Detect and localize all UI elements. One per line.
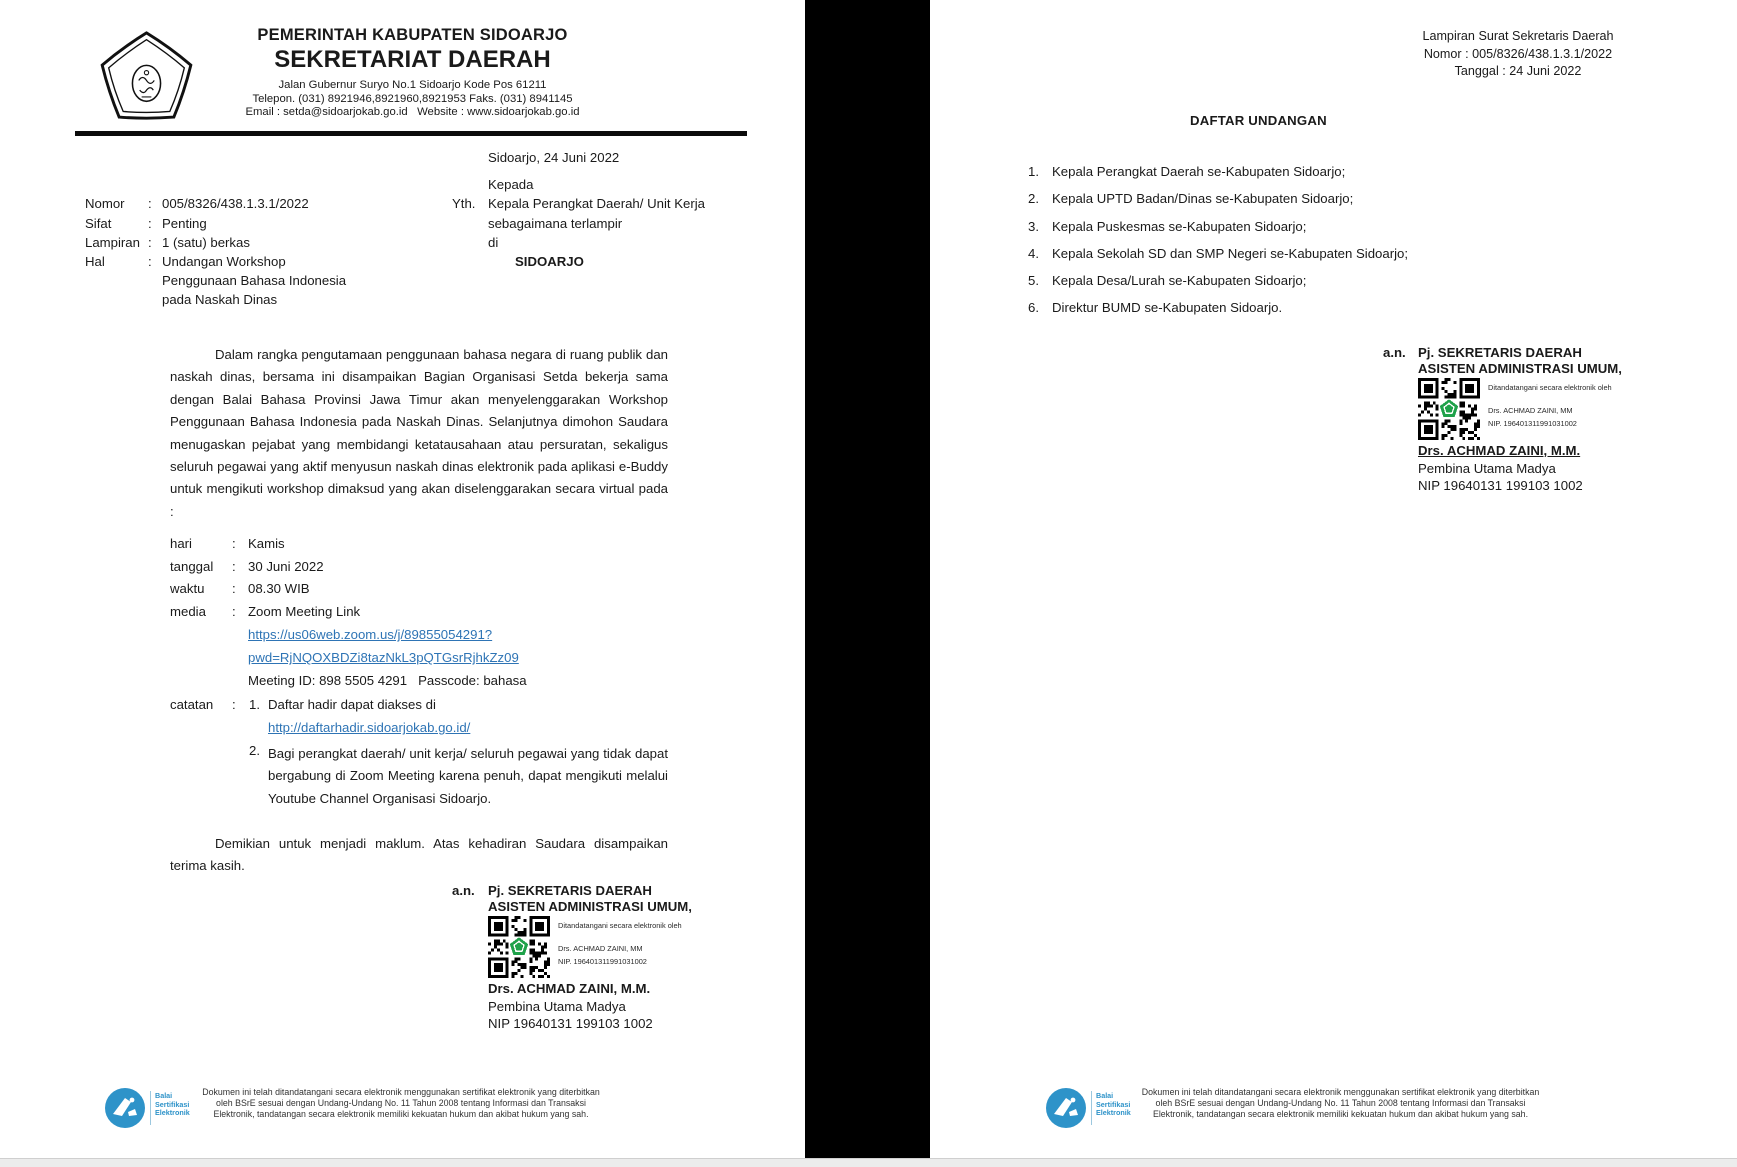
list-item-number: 2.	[1028, 191, 1039, 206]
attendance-list-link[interactable]: http://daftarhadir.sidoarjokab.go.id/	[268, 720, 471, 735]
meta-lampiran-label: Lampiran	[85, 235, 140, 250]
list-item-number: 4.	[1028, 246, 1039, 261]
detail-waktu-value: 08.30 WIB	[248, 581, 310, 596]
list-item: Kepala Desa/Lurah se-Kabupaten Sidoarjo;	[1052, 273, 1307, 288]
signature-title2: ASISTEN ADMINISTRASI UMUM,	[488, 899, 692, 914]
catatan-item1-text: Daftar hadir dapat diakses di	[268, 697, 436, 712]
bsre-word-line1: Balai	[155, 1091, 173, 1100]
meta-colon: :	[148, 216, 152, 231]
esign-disclaimer: Dokumen ini telah ditandatangani secara elektronik menggunakan sertifikat elektronik yang diterbitkan oleh BSrE sesuai dengan Undang-Undang No. 11 Tahun 2008 tentang Informasi dan Transaksi Elektronik, tandatangan secara elektronik memiliki kekuatan hukum dan akibat hukum yang sah.	[1141, 1087, 1540, 1120]
attachment-ref-line3: Tanggal : 24 Juni 2022	[1454, 64, 1582, 78]
list-item: Kepala Sekolah SD dan SMP Negeri se-Kabupaten Sidoarjo;	[1052, 246, 1409, 261]
detail-colon: :	[232, 536, 236, 551]
esign-nip-small: NIP. 196401311991031002	[1488, 419, 1577, 428]
catatan-item1-number: 1.	[249, 697, 260, 712]
meta-nomor-label: Nomor	[85, 196, 125, 211]
list-item-number: 1.	[1028, 164, 1039, 179]
letterhead-phone: Telepon. (031) 8921946,8921960,8921953 Faks. (031) 8941145	[252, 92, 573, 105]
list-item: Kepala UPTD Badan/Dinas se-Kabupaten Sidoarjo;	[1052, 191, 1354, 206]
signature-an: a.n.	[1383, 345, 1406, 360]
signer-name: Drs. ACHMAD ZAINI, M.M.	[488, 981, 651, 996]
attachment-title: DAFTAR UNDANGAN	[1190, 113, 1327, 128]
detail-colon: :	[232, 581, 236, 596]
meta-sifat-value: Penting	[162, 216, 207, 231]
esign-nip-small: NIP. 196401311991031002	[558, 957, 647, 966]
meta-hal-value-line2: Penggunaan Bahasa Indonesia	[162, 273, 347, 288]
attachment-ref-line1: Lampiran Surat Sekretaris Daerah	[1422, 29, 1614, 43]
zoom-meeting-link-line2[interactable]: pwd=RjNQOXBDZi8tazNkL3pQTGsrRjhkZz09	[248, 650, 519, 665]
catatan-item2-number: 2.	[249, 743, 260, 758]
attachment-reference-block	[1368, 28, 1668, 81]
detail-hari-value: Kamis	[248, 536, 285, 551]
list-item: Kepala Puskesmas se-Kabupaten Sidoarjo;	[1052, 219, 1307, 234]
bsre-word-line3: Elektronik	[155, 1108, 190, 1118]
recipient-line1: Kepala Perangkat Daerah/ Unit Kerja	[488, 196, 705, 211]
zoom-meeting-link-line1[interactable]: https://us06web.zoom.us/j/89855054291?	[248, 627, 493, 642]
meta-colon: :	[148, 235, 152, 250]
recipient-yth: Yth.	[452, 196, 476, 211]
letterhead-government-line: PEMERINTAH KABUPATEN SIDOARJO	[257, 26, 568, 44]
recipient-kepada: Kepada	[488, 177, 534, 192]
catatan-item2-text: Bagi perangkat daerah/ unit kerja/ seluruh pegawai yang tidak dapat bergabung di Zoom Meeting karena penuh, dapat mengikuti melalui Youtube Channel Organisasi Sidoarjo.	[268, 746, 668, 806]
bsre-word-line2: Sertifikasi	[1096, 1099, 1131, 1109]
viewer-bottom-edge	[0, 1158, 1737, 1167]
signature-title1: Pj. SEKRETARIS DAERAH	[1418, 345, 1582, 360]
detail-tanggal-value: 30 Juni 2022	[248, 559, 324, 574]
catatan-colon: :	[232, 697, 236, 712]
meta-colon: :	[148, 196, 152, 211]
detail-hari-label: hari	[170, 536, 192, 551]
signer-name: Drs. ACHMAD ZAINI, M.M.	[1418, 443, 1581, 458]
signer-rank: Pembina Utama Madya	[1418, 461, 1556, 476]
signature-title1: Pj. SEKRETARIS DAERAH	[488, 883, 652, 898]
esign-note: Ditandatangani secara elektronik oleh	[558, 921, 682, 930]
letterhead-org-line: SEKRETARIAT DAERAH	[274, 46, 551, 73]
recipient-city: SIDOARJO	[515, 254, 584, 269]
bsre-wordmark	[155, 1092, 190, 1118]
footer-divider	[1091, 1091, 1092, 1125]
detail-media-value: Zoom Meeting Link	[248, 604, 361, 619]
meta-nomor-value: 005/8326/438.1.3.1/2022	[162, 196, 309, 211]
bsre-logo-icon	[105, 1088, 145, 1128]
list-item-number: 3.	[1028, 219, 1039, 234]
list-item-number: 5.	[1028, 273, 1039, 288]
signer-nip: NIP 19640131 199103 1002	[1418, 478, 1583, 493]
footer-divider	[150, 1091, 151, 1125]
letterhead-contact: Email : setda@sidoarjokab.go.id Website : www.sidoarjokab.go.id	[245, 106, 580, 119]
meta-hal-value-line3: pada Naskah Dinas	[162, 292, 278, 307]
signature-an: a.n.	[452, 883, 475, 898]
bsre-word-line3: Elektronik	[1096, 1108, 1131, 1118]
sidoarjo-regency-emblem-icon	[98, 27, 195, 130]
letterhead	[225, 26, 600, 120]
meta-hal-label: Hal	[85, 254, 105, 269]
letter-body-paragraph: Dalam rangka pengutamaan penggunaan bahasa negara di ruang publik dan naskah dinas, bersama ini disampaikan Bagian Organisasi Setda bekerja sama dengan Balai Bahasa Provinsi Jawa Timur akan menyelenggarakan Workshop Penggunaan Bahasa Indonesia pada Naskah Dinas. Selanjutnya dimohon Saudara menugaskan pejabat yang membidangi ketatausahaan atau persuratan, sekaligus seluruh pegawai yang aktif menyusun naskah dinas elektronik pada aplikasi e-Buddy untuk mengikuti workshop dimaksud yang akan diselenggarakan secara virtual pada :	[170, 347, 668, 519]
letterhead-rule	[75, 131, 747, 136]
detail-colon: :	[232, 559, 236, 574]
esign-qr-code	[1418, 378, 1480, 440]
meta-hal-value: Undangan Workshop	[162, 254, 286, 269]
meta-lampiran-value: 1 (satu) berkas	[162, 235, 250, 250]
list-item: Kepala Perangkat Daerah se-Kabupaten Sidoarjo;	[1052, 164, 1346, 179]
signature-title2: ASISTEN ADMINISTRASI UMUM,	[1418, 361, 1622, 376]
signer-nip: NIP 19640131 199103 1002	[488, 1016, 653, 1031]
closing-paragraph: Demikian untuk menjadi maklum. Atas kehadiran Saudara disampaikan terima kasih.	[170, 836, 668, 873]
detail-waktu-label: waktu	[170, 581, 205, 596]
catatan-label: catatan	[170, 697, 214, 712]
meta-colon: :	[148, 254, 152, 269]
detail-tanggal-label: tanggal	[170, 559, 214, 574]
attachment-ref-line2: Nomor : 005/8326/438.1.3.1/2022	[1423, 46, 1613, 61]
page-gap	[805, 0, 930, 1159]
esign-note: Ditandatangani secara elektronik oleh	[1488, 383, 1612, 392]
dateline: Sidoarjo, 24 Juni 2022	[488, 150, 620, 165]
letterhead-address: Jalan Gubernur Suryo No.1 Sidoarjo Kode Pos 61211	[278, 79, 547, 91]
esign-qr-code	[488, 916, 550, 978]
list-item-number: 6.	[1028, 300, 1039, 315]
recipient-di: di	[488, 235, 499, 250]
bsre-word-line2: Sertifikasi	[155, 1099, 190, 1109]
detail-media-label: media	[170, 604, 206, 619]
esign-disclaimer: Dokumen ini telah ditandatangani secara elektronik menggunakan sertifikat elektronik yang diterbitkan oleh BSrE sesuai dengan Undang-Undang No. 11 Tahun 2008 tentang Informasi dan Transaksi Elektronik, tandatangan secara elektronik memiliki kekuatan hukum dan akibat hukum yang sah.	[202, 1087, 600, 1120]
bsre-word-line1: Balai	[1096, 1091, 1114, 1100]
detail-colon: :	[232, 604, 236, 619]
meta-sifat-label: Sifat	[85, 216, 112, 231]
signer-rank: Pembina Utama Madya	[488, 999, 626, 1014]
recipient-line2: sebagaimana terlampir	[488, 216, 623, 231]
list-item: Direktur BUMD se-Kabupaten Sidoarjo.	[1052, 300, 1283, 315]
bsre-wordmark	[1096, 1092, 1131, 1118]
meeting-id-line: Meeting ID: 898 5505 4291 Passcode: bahasa	[248, 673, 527, 688]
esign-name-small: Drs. ACHMAD ZAINI, MM	[558, 944, 643, 953]
bsre-logo-icon	[1046, 1088, 1086, 1128]
esign-name-small: Drs. ACHMAD ZAINI, MM	[1488, 406, 1573, 415]
